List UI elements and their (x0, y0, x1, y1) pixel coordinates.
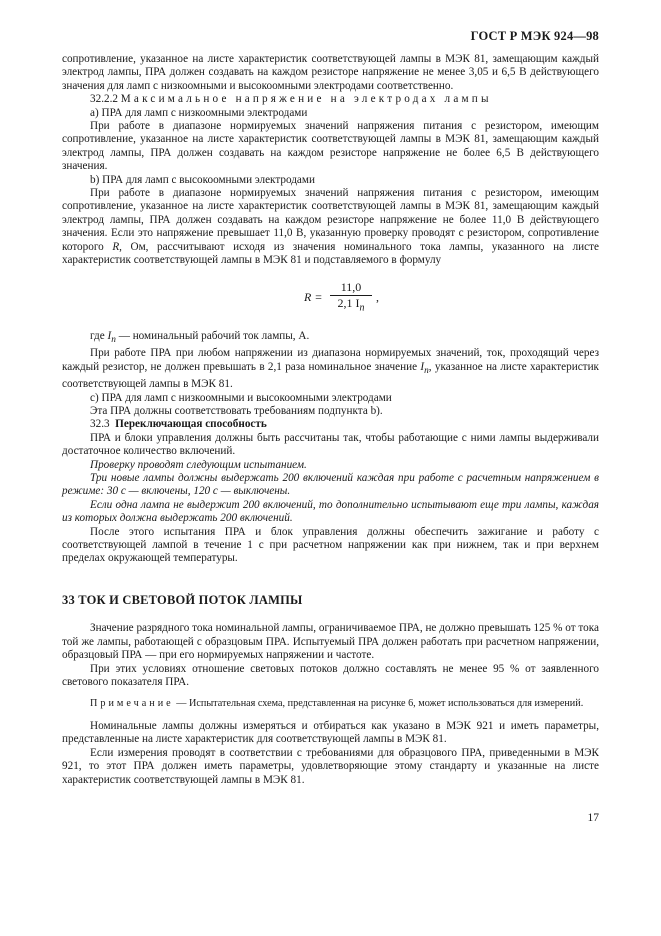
denominator-text: 2,1 I (337, 295, 360, 310)
formula-fraction (330, 281, 372, 315)
subscript: n (111, 334, 116, 345)
page-body (62, 53, 599, 787)
symbol-i: I (420, 360, 425, 373)
paragraph: Номинальные лампы должны измеряться и отбираться как указано в МЭК 921 и иметь параметры, представленные на листе характеристик для соответствующей лампы в МЭК 81. (62, 719, 599, 746)
paragraph: После этого испытания ПРА и блок управления должны обеспечить зажигание и работу с соответствующей лампой в течение 1 с при расчетном напряжении как при нижнем, так и при верхнем пределах окружающей температуры. (62, 525, 599, 565)
subscript: n (424, 365, 429, 376)
formula-lhs: R = (304, 289, 323, 304)
formula-denominator (330, 296, 372, 315)
test-intro: Проверку проводят следующим испытанием. (90, 458, 307, 471)
note-label: Примечание (90, 698, 174, 710)
clause-title: Максимальное напряжение на электродах лампы (120, 93, 492, 106)
text-run: где (90, 329, 108, 342)
paragraph-resistor (62, 187, 599, 267)
list-item-c: с) ПРА для ламп с низкоомными и высокоомными электродами (90, 391, 392, 404)
subscript: n (359, 302, 365, 314)
clause-number: 32.3 (90, 418, 110, 431)
document-code-header: ГОСТ Р МЭК 924—98 (470, 29, 599, 43)
text-run: При работе в диапазоне нормируемых значений напряжения питания с резистором, имеющим сопротивление, указанное на листе характеристик соответствующей лампы в МЭК 81, замещающим каждый электрод лампы, ПРА должен создавать на каждом резисторе напряжение не более 11,0 В действующего значения. Если это напряжение превышает 11,0 В, указанную проверку проводят с резистором, сопротивление которого (62, 187, 599, 253)
text-run: , Ом, рассчитывают исходя из значения номинального тока лампы, указанного на листе характеристик соответствующей лампы в МЭК 81 и подставляемого в формулу (62, 240, 599, 267)
formula-numerator: 11,0 (330, 281, 372, 296)
clause-number: 32.2.2 (90, 93, 118, 106)
text-run: — номинальный рабочий ток лампы, А. (115, 329, 310, 342)
formula-tail: , (376, 289, 379, 304)
clause-32-2-2-heading (62, 93, 599, 106)
clause-32-3-heading (62, 418, 599, 431)
paragraph: При этих условиях отношение световых потоков должно составлять не менее 95 % от заявленного светового показателя ПРА. (62, 662, 599, 688)
list-item-b: b) ПРА для ламп с высокоомными электродами (90, 173, 315, 186)
test-condition: Три новые лампы должны выдержать 200 включений каждая при работе с расчетным напряжением в режиме: 30 с — включены, 120 с — выключены. (62, 472, 599, 498)
paragraph: Эта ПРА должны соответствовать требованиям подпункта b). (90, 405, 383, 417)
text-run: При работе ПРА при любом напряжении из диапазона нормируемых значений, ток, проходящий через каждый резистор, не должен превышать в 2,1 раза номинальное значение (62, 347, 599, 373)
list-item-a: а) ПРА для ламп с низкоомными электродами (90, 106, 308, 119)
page-number: 17 (587, 812, 599, 824)
paragraph-current (62, 347, 599, 391)
symbol-i: I (107, 329, 112, 342)
note (62, 698, 599, 711)
text-run: , указанное на листе характеристик соответствующей лампы в МЭК 81. (62, 360, 599, 391)
paragraph: ПРА и блоки управления должны быть рассчитаны так, чтобы работающие с ними лампы выдерживали достаточное количество включений. (62, 431, 599, 458)
paragraph: Значение разрядного тока номинальной лампы, ограничиваемое ПРА, не должно превышать 125 % от тока той же лампы, работающей с образцовым ПРА. Испытуемый ПРА должен работать при расчетном напряжении, образцовый ПРА — при его нормируемых напряжении и частоте. (62, 622, 599, 662)
symbol-r: R (112, 240, 120, 253)
paragraph: Если измерения проводят в соответствии с требованиями для образцового ПРА, приведенными в МЭК 921, то этот ПРА должен иметь параметры, удовлетворяющие этому стандарту и указанные на листе характеристик соответствующей лампы в МЭК 81. (62, 746, 599, 786)
section-33-heading: 33 ТОК И СВЕТОВОЙ ПОТОК ЛАМПЫ (62, 592, 303, 607)
paragraph: При работе в диапазоне нормируемых значений напряжения питания с резистором, имеющим сопротивление, указанное на листе характеристик соответствующей лампы в МЭК 81, замещающим каждый электрод лампы, ПРА должен создавать на каждом резисторе напряжение не более 6,5 В действующего значения. (62, 120, 599, 173)
formula-legend (62, 330, 599, 348)
clause-title: Переключающая способность (115, 418, 267, 431)
paragraph: сопротивление, указанное на листе характеристик соответствующей лампы в МЭК 81, замещающим каждый электрод лампы, ПРА должен создавать на каждом резисторе напряжение не менее 3,05 и 6,5 В действующего значения для ламп с низкоомными и высокоомными электродами соответственно. (62, 53, 599, 92)
resistance-formula (304, 279, 599, 314)
test-condition: Если одна лампа не выдержит 200 включений, то дополнительно испытывают еще три лампы, каждая из которых должна выдержать 200 включений. (62, 498, 599, 525)
note-text: — Испытательная схема, представленная на рисунке 6, может использоваться для измерений. (173, 698, 584, 710)
